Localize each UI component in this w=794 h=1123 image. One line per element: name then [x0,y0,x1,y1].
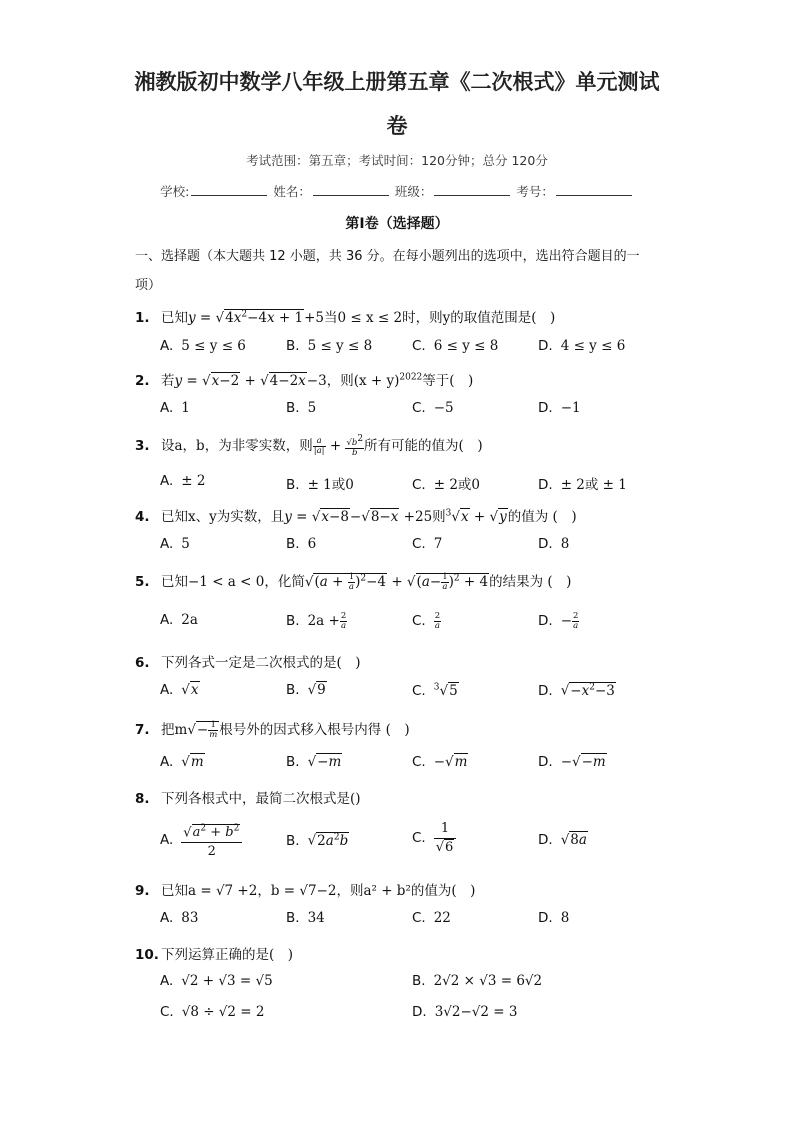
question-7 [135,718,410,740]
class-blank[interactable] [434,183,510,196]
q9-option-c[interactable] [412,910,451,926]
q10-option-a[interactable] [160,973,273,989]
q1-option-d[interactable] [538,338,625,354]
option-text: √2 + √3 = √5 [181,973,273,989]
option-label: B. [286,400,300,416]
option-label: B. [286,613,300,629]
option-text: 5 ≤ y ≤ 6 [181,338,246,354]
option-text: − [560,613,572,629]
option-label: A. [160,400,174,416]
option-label: B. [286,338,300,354]
q9-option-a[interactable] [160,910,198,926]
q4-option-d[interactable] [538,536,569,552]
option-label: B. [286,754,300,770]
option-label: D. [538,400,553,416]
q3-option-b[interactable] [286,473,354,493]
q10-option-c[interactable] [160,1004,264,1020]
formula: √m [445,754,468,770]
question-text: 把m [161,722,188,738]
option-label: A. [160,536,174,552]
option-label: C. [412,400,426,416]
option-label: D. [538,338,553,354]
question-2 [135,369,473,389]
q7-option-d[interactable] [538,754,607,770]
option-label: A. [160,910,174,926]
option-text: ± 2或0 [433,477,480,493]
question-3 [135,434,483,458]
name-label: 姓名： [273,184,311,199]
option-text: √8 ÷ √2 = 2 [181,1004,265,1020]
option-label: A. [160,682,174,698]
option-label: A. [160,338,174,354]
formula: $√-x^2-3$ [560,682,615,699]
q2-option-d[interactable] [538,400,581,416]
option-label: A. [160,832,174,849]
formula: √−m [307,754,342,770]
q8-option-b[interactable] [286,832,349,849]
part-heading-continued: 项） [135,278,162,293]
q6-option-b[interactable] [286,682,327,698]
q2-option-b[interactable] [286,400,316,416]
option-label: B. [286,832,300,849]
q5-option-a[interactable] [160,612,198,628]
formula: √− $\frac{1}{m}$ [187,720,218,740]
option-label: C. [412,536,426,552]
option-label: B. [412,973,426,989]
option-text: 8 [560,536,570,552]
option-label: B. [286,682,300,698]
exponent: 2022 [399,372,423,383]
option-label: D. [538,477,553,493]
option-text: 6 ≤ y ≤ 8 [433,338,499,354]
formula: $\frac{a}{|a|}$ + $\frac{√b^2}{b}$ [313,434,364,458]
question-6 [135,651,361,671]
formula: √(a + $\frac{1}{a}$ )$^2$−4 + √(a− $\frac{1}{a}$ )$^2$ + 4 [304,572,489,592]
option-label: C. [412,477,426,493]
question-number: 2. [135,373,150,389]
class-label: 班级： [394,184,433,199]
question-number: 7. [135,722,150,738]
option-text: 5 ≤ y ≤ 8 [307,338,373,354]
option-label: B. [286,536,300,552]
option-text: 2a [181,612,198,628]
option-label: C. [412,682,426,699]
option-label: D. [538,754,553,770]
option-label: C. [160,1004,174,1020]
school-blank[interactable] [191,183,267,196]
q4-option-b[interactable] [286,536,316,552]
q5-option-d[interactable] [538,612,579,631]
q10-option-d[interactable] [412,1004,517,1020]
option-label: D. [538,832,553,848]
formula: √8a [560,832,587,848]
question-text: 下列运算正确的是( ) [161,947,294,963]
option-text: 5 [307,400,317,416]
option-text: ± 2或 ± 1 [560,477,627,493]
option-label: D. [538,682,553,699]
q1-option-a[interactable] [160,338,246,354]
option-label: C. [412,830,426,846]
question-text: 已知 [161,310,188,326]
q4-option-c[interactable] [412,536,442,552]
option-label: A. [160,612,174,628]
q1-option-b[interactable] [286,338,372,354]
question-text: 下列各根式中，最简二次根式是() [161,791,361,807]
question-number: 1. [135,310,150,326]
option-text: 7 [433,536,443,552]
q5-option-b[interactable] [286,612,347,631]
q7-option-b[interactable] [286,754,342,770]
option-text: −5 [433,400,454,416]
question-1 [135,306,555,326]
q8-option-d[interactable] [538,832,588,848]
question-number: 9. [135,883,150,899]
formula: √x [181,682,199,698]
question-10 [135,943,293,963]
question-4 [135,505,577,525]
formula: $\frac{1}{√6}$ [434,820,457,857]
question-9 [135,879,475,899]
option-text: 1 [181,400,190,416]
question-number: 10. [135,947,159,963]
q8-option-c[interactable] [412,820,456,857]
option-text: 2√2 × √3 = 6√2 [433,973,543,989]
option-label: A. [160,473,174,489]
question-8 [135,787,361,807]
option-text: 3√2−√2 = 3 [434,1004,518,1020]
q1-option-c[interactable] [412,338,498,354]
formula: $\frac{√a^2 + b^2}{2}$ [181,820,242,861]
q8-option-a[interactable] [160,820,242,861]
exam-info: 考试范围：第五章；考试时间：120分钟；总分 120分 [246,153,548,168]
option-text: 4 ≤ y ≤ 6 [560,338,626,354]
q6-option-a[interactable] [160,682,200,698]
question-number: 8. [135,791,150,807]
number-label: 考号： [516,184,554,199]
formula: $^3$√x + √y [445,508,507,525]
question-text: 已知a = √7 +2，b = √7−2，则a² + b²的值为( ) [161,883,476,899]
q4-option-a[interactable] [160,536,190,552]
option-label: C. [412,910,426,926]
option-text: 83 [181,910,199,926]
option-text: 34 [307,910,325,926]
formula: √9 [307,682,326,698]
option-text: 22 [433,910,451,926]
option-text: 8 [560,910,570,926]
page-title: 湘教版初中数学八年级上册第五章《二次根式》单元测试 [134,70,660,94]
formula: √m [181,754,204,770]
option-label: B. [286,910,300,926]
question-text: 下列各式一定是二次根式的是( ) [161,655,361,671]
question-text: 已知−1 < a < 0，化简 [161,574,305,590]
q2-option-a[interactable] [160,400,190,416]
question-text: ，则(x + y) [326,373,400,389]
option-text: 5 [181,536,190,552]
formula: $√2a^2b$ [307,832,349,849]
q3-option-d[interactable] [538,473,627,493]
formula: $^3$√5 [433,682,458,699]
name-blank[interactable] [313,183,389,196]
option-label: A. [160,754,174,770]
option-label: D. [538,613,553,629]
section-title: 第I卷（选择题） [345,216,449,232]
q9-option-b[interactable] [286,910,325,926]
q2-option-c[interactable] [412,400,454,416]
question-text: 则 [432,509,446,525]
q3-option-a[interactable] [160,473,206,489]
question-text: 若 [161,373,175,389]
formula: y = √x−2 + √4−2x−3 [174,373,327,389]
option-text: 2a + [307,613,340,629]
q3-option-c[interactable] [412,473,480,493]
question-number: 4. [135,509,150,525]
option-text: − [560,754,572,770]
option-label: B. [286,477,300,493]
number-blank[interactable] [556,183,632,196]
q5-option-c[interactable] [412,612,441,631]
option-label: C. [412,338,426,354]
q7-option-a[interactable] [160,754,205,770]
option-text: −1 [560,400,581,416]
formula: $\frac{2}{a}$ [340,611,347,631]
question-text: 等于( ) [422,373,474,389]
question-text: 当0 ≤ x ≤ 2时，则y的取值范围是( ) [324,310,556,326]
q7-option-c[interactable] [412,754,468,770]
question-text: 的结果为 ( ) [489,574,572,590]
question-text: 所有可能的值为( ) [364,438,483,454]
option-label: C. [412,613,426,629]
school-label: 学校: [160,184,190,199]
formula: $\frac{2}{a}$ [434,611,441,631]
question-text: 设a，b，为非零实数，则 [161,438,313,454]
q9-option-d[interactable] [538,910,569,926]
formula: $\frac{2}{a}$ [573,611,579,631]
option-label: D. [538,910,553,926]
option-label: C. [412,754,426,770]
formula: √−m [572,754,606,770]
question-text: 的值为 ( ) [507,509,577,525]
question-5 [135,570,571,592]
option-text: − [433,754,446,770]
option-label: D. [412,1004,427,1020]
q6-option-d[interactable] [538,682,616,699]
option-text: ± 2 [181,473,206,489]
option-label: D. [538,536,553,552]
q10-option-b[interactable] [412,973,542,989]
question-number: 3. [135,438,150,454]
question-text: 已知x、y为实数，且 [161,509,285,525]
page-title-continued: 卷 [386,114,408,138]
formula: y = √x−8−√8−x +25 [284,509,433,525]
option-label: A. [160,973,174,989]
part-heading: 一、选择题（本大题共 12 小题，共 36 分。在每小题列出的选项中，选出符合题目的一 [135,249,640,264]
student-info-row [0,182,794,200]
option-text: ± 1或0 [307,477,354,493]
option-text: 6 [307,536,317,552]
q6-option-c[interactable] [412,682,459,699]
question-text: 根号外的因式移入根号内得 ( ) [219,722,410,738]
formula: $y = √4x^2-4x + 1+5$ [188,309,325,326]
question-number: 5. [135,574,150,590]
question-number: 6. [135,655,150,671]
